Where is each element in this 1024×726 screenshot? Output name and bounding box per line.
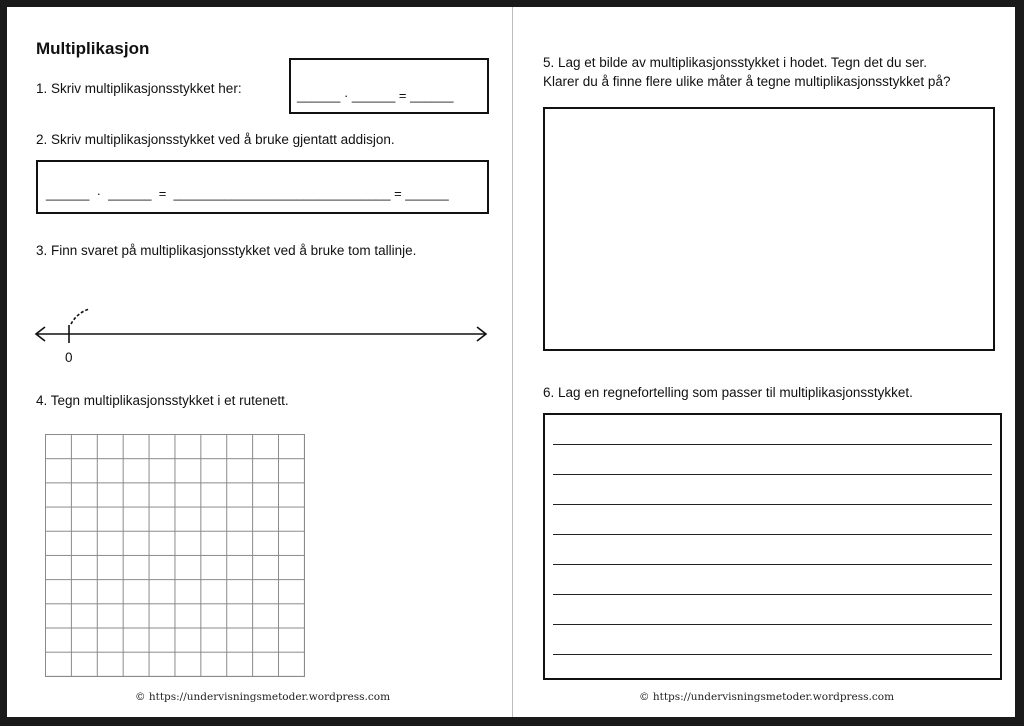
task-2-formula: ______ · ______ = ______________________________ = ______	[46, 186, 449, 201]
worksheet-sheet	[7, 7, 1015, 717]
writing-line	[553, 474, 992, 475]
square-grid[interactable]	[45, 434, 305, 677]
task-1-answer-box[interactable]	[289, 58, 489, 114]
task-3-text: 3. Finn svaret på multiplikasjonsstykket ved å bruke tom tallinje.	[36, 243, 417, 258]
task-6-text: 6. Lag en regnefortelling som passer til multiplikasjonsstykket.	[543, 385, 913, 400]
task-2-answer-box[interactable]	[36, 160, 489, 214]
number-line[interactable]	[31, 307, 491, 347]
task-1-formula: ______ · ______ = ______	[297, 88, 454, 103]
writing-line	[553, 504, 992, 505]
task-5-line-2: Klarer du å finne flere ulike måter å tegne multiplikasjonsstykket på?	[543, 74, 951, 89]
writing-line	[553, 594, 992, 595]
task-1-text: 1. Skriv multiplikasjonsstykket her:	[36, 81, 242, 96]
task-4-text: 4. Tegn multiplikasjonsstykket i et rutenett.	[36, 393, 289, 408]
right-footer: © https://undervisningsmetoder.wordpress.com	[639, 691, 895, 703]
writing-line	[553, 654, 992, 655]
number-line-zero-label: 0	[65, 350, 73, 365]
writing-line	[553, 534, 992, 535]
writing-line	[553, 624, 992, 625]
writing-line	[553, 564, 992, 565]
page-title: Multiplikasjon	[36, 39, 150, 58]
jump-arc	[71, 309, 89, 324]
writing-line	[553, 444, 992, 445]
task-5-line-1: 5. Lag et bilde av multiplikasjonsstykket i hodet. Tegn det du ser.	[543, 55, 927, 70]
task-6-writing-box[interactable]	[543, 413, 1002, 680]
right-page	[513, 7, 1015, 717]
left-footer: © https://undervisningsmetoder.wordpress.com	[135, 691, 391, 703]
left-page	[7, 7, 512, 717]
task-2-text: 2. Skriv multiplikasjonsstykket ved å bruke gjentatt addisjon.	[36, 132, 395, 147]
task-5-drawing-box[interactable]	[543, 107, 995, 351]
